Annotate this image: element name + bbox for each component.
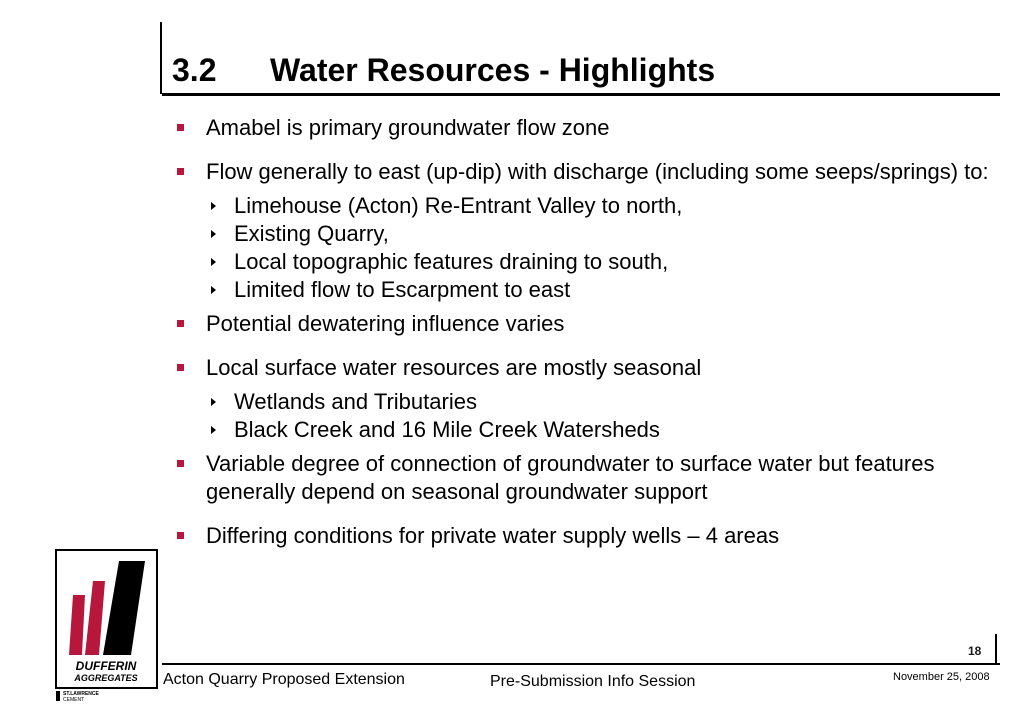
square-bullet-icon <box>177 320 184 327</box>
bullet-text: Variable degree of connection of groundwater to surface water but features generally depend on seasonal groundwater support <box>206 451 935 504</box>
page-number: 18 <box>968 644 982 658</box>
sub-bullet-text: Black Creek and 16 Mile Creek Watersheds <box>234 417 660 442</box>
bullet-text: Potential dewatering influence varies <box>206 311 565 336</box>
sub-bullet-item <box>174 192 994 220</box>
square-bullet-icon <box>177 460 184 467</box>
logo-mark <box>56 691 60 701</box>
title-left-rule <box>160 22 162 94</box>
slide-title <box>172 50 715 90</box>
triangle-bullet-icon <box>211 286 216 294</box>
square-bullet-icon <box>177 532 184 539</box>
footer-left-text: Acton Quarry Proposed Extension <box>163 671 405 688</box>
sub-bullet-item <box>174 248 994 276</box>
footer-date: November 25, 2008 <box>893 671 990 683</box>
sub-bullet-text: Limited flow to Escarpment to east <box>234 277 571 302</box>
triangle-bullet-icon <box>211 258 216 266</box>
bullet-list <box>174 114 994 566</box>
sub-bullet-list <box>174 388 994 444</box>
bullet-item <box>174 310 994 338</box>
footer-center-text: Pre-Submission Info Session <box>490 673 696 690</box>
bullet-text: Differing conditions for private water supply wells – 4 areas <box>206 523 780 548</box>
logo-line2: AGGREGATES <box>74 673 138 683</box>
sub-bullet-text: Limehouse (Acton) Re-Entrant Valley to north, <box>234 193 683 218</box>
triangle-bullet-icon <box>211 426 216 434</box>
section-number: 3.2 <box>172 52 217 88</box>
logo-red-bar <box>85 581 105 655</box>
footer-page-divider <box>995 634 997 664</box>
bullet-item <box>174 450 994 506</box>
dufferin-aggregates-logo <box>55 549 158 689</box>
triangle-bullet-icon <box>211 398 216 406</box>
square-bullet-icon <box>177 124 184 131</box>
bullet-text: Flow generally to east (up-dip) with discharge (including some seeps/springs) to: <box>206 159 989 184</box>
triangle-bullet-icon <box>211 230 216 238</box>
logo-sub1: ST.LAWRENCE <box>63 691 99 697</box>
sub-bullet-text: Wetlands and Tributaries <box>234 389 477 414</box>
st-lawrence-cement-logo <box>56 689 116 703</box>
bullet-text: Local surface water resources are mostly seasonal <box>206 355 702 380</box>
sub-bullet-text: Local topographic features draining to south, <box>234 249 669 274</box>
sub-bullet-item <box>174 388 994 416</box>
title-underline <box>162 93 1000 96</box>
logo-red-bar <box>69 595 85 655</box>
sub-bullet-item <box>174 220 994 248</box>
sub-bullet-item <box>174 276 994 304</box>
sub-bullet-item <box>174 416 994 444</box>
logo-black-bar <box>103 561 145 655</box>
bullet-item <box>174 158 994 186</box>
bullet-text: Amabel is primary groundwater flow zone <box>206 115 610 140</box>
footer-rule <box>162 663 1000 665</box>
bullet-item <box>174 522 994 550</box>
title-text: Water Resources - Highlights <box>270 52 716 88</box>
square-bullet-icon <box>177 364 184 371</box>
sub-bullet-list <box>174 192 994 304</box>
logo-line1: DUFFERIN <box>75 659 137 673</box>
bullet-item <box>174 354 994 382</box>
logo-sub2: CEMENT <box>63 697 85 703</box>
sub-bullet-text: Existing Quarry, <box>234 221 389 246</box>
triangle-bullet-icon <box>211 202 216 210</box>
bullet-item <box>174 114 994 142</box>
logo-graphic <box>57 551 156 687</box>
square-bullet-icon <box>177 168 184 175</box>
